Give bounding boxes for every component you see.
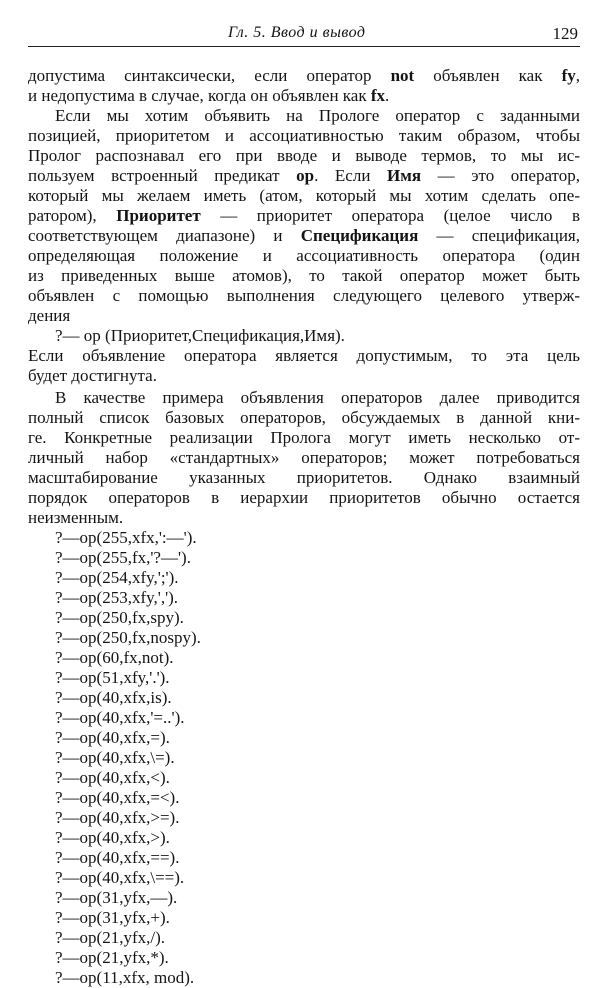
text-line: неизменным. [28, 508, 124, 527]
text-line: масштабирование указанных приоритетов. Однако взаимный [28, 468, 580, 487]
text-line: который мы желаем иметь (атом, который мы хотим сделать опе- [28, 186, 580, 205]
text-line: В качестве примера объявления операторов далее приводится [55, 388, 580, 407]
op-line: ?—op(51,xfy,'.'). [55, 668, 170, 687]
text-line: из приведенных выше атомов), то такой оператор может быть [28, 266, 580, 285]
op-line: ?—op(40,xfx,\==). [55, 868, 185, 887]
text-line: Пролог распознавал его при вводе и выводе термов, то мы ис- [28, 146, 580, 165]
text-line: пользуем встроенный предикат op. Если Имя — это оператор, [28, 166, 581, 185]
page-header [28, 22, 580, 48]
op-line: ?—op(250,fx,nospy). [55, 628, 201, 647]
text-line: определяющая положение и ассоциативность оператора (один [28, 246, 580, 265]
op-line: ?—op(40,xfx,=<). [55, 788, 180, 807]
op-line: ?—op(255,fx,'?—'). [55, 548, 191, 567]
op-line: ?—op(40,xfx,is). [55, 688, 172, 707]
goal-line: ?— op (Приоритет,Спецификация,Имя). [55, 326, 345, 345]
op-line: ?—op(254,xfy,';'). [55, 568, 179, 587]
running-title: Гл. 5. Ввод и вывод [228, 24, 366, 41]
text-line: объявлен с помощью выполнения следующего целевого утверж- [28, 286, 580, 305]
text-line: дения [28, 306, 71, 325]
page-body [28, 66, 580, 988]
operator-list [28, 528, 580, 988]
op-line: ?—op(11,xfx, mod). [55, 968, 195, 987]
text-line: Если мы хотим объявить на Прологе оператор с заданными [55, 106, 580, 125]
op-line: ?—op(253,xfy,','). [55, 588, 179, 607]
op-line: ?—op(60,fx,not). [55, 648, 174, 667]
text-line: порядок операторов в иерархии приоритетов обычно остается [28, 488, 580, 507]
op-line: ?—op(40,xfx,==). [55, 848, 180, 867]
text-line: будет достигнута. [28, 366, 157, 385]
op-line: ?—op(40,xfx,>). [55, 828, 170, 847]
text-line: и недопустима в случае, когда он объявлен как fx. [28, 86, 390, 105]
op-line: ?—op(40,xfx,>=). [55, 808, 180, 827]
op-line: ?—op(21,yfx,*). [55, 948, 169, 967]
text-line: ратором), Приоритет — приоритет оператора (целое число в [28, 206, 580, 225]
op-line: ?—op(250,fx,spy). [55, 608, 184, 627]
op-line: ?—op(31,yfx,+). [55, 908, 170, 927]
op-line: ?—op(255,xfx,':—'). [55, 528, 197, 547]
page-number: 129 [552, 24, 578, 43]
header-rule [28, 46, 580, 47]
text-line: полный список базовых операторов, обсуждаемых в данной кни- [28, 408, 580, 427]
text-line: позицией, приоритетом и ассоциативностью таким образом, чтобы [28, 126, 580, 145]
text-line: Если объявление оператора является допустимым, то эта цель [28, 346, 580, 365]
op-line: ?—op(40,xfx,'=..'). [55, 708, 185, 727]
op-line: ?—op(40,xfx,=). [55, 728, 170, 747]
op-line: ?—op(40,xfx,\=). [55, 748, 175, 767]
op-line: ?—op(21,yfx,/). [55, 928, 166, 947]
op-line: ?—op(31,yfx,—). [55, 888, 178, 907]
book-page [28, 22, 580, 988]
text-line: соответствующем диапазоне) и Спецификация — спецификация, [28, 226, 580, 245]
text-line: личный набор «стандартных» операторов; может потребоваться [28, 448, 580, 467]
op-line: ?—op(40,xfx,<). [55, 768, 170, 787]
text-line: допустима синтаксически, если оператор not объявлен как fy, [28, 66, 580, 85]
text-line: ге. Конкретные реализации Пролога могут иметь несколько от- [28, 428, 580, 447]
